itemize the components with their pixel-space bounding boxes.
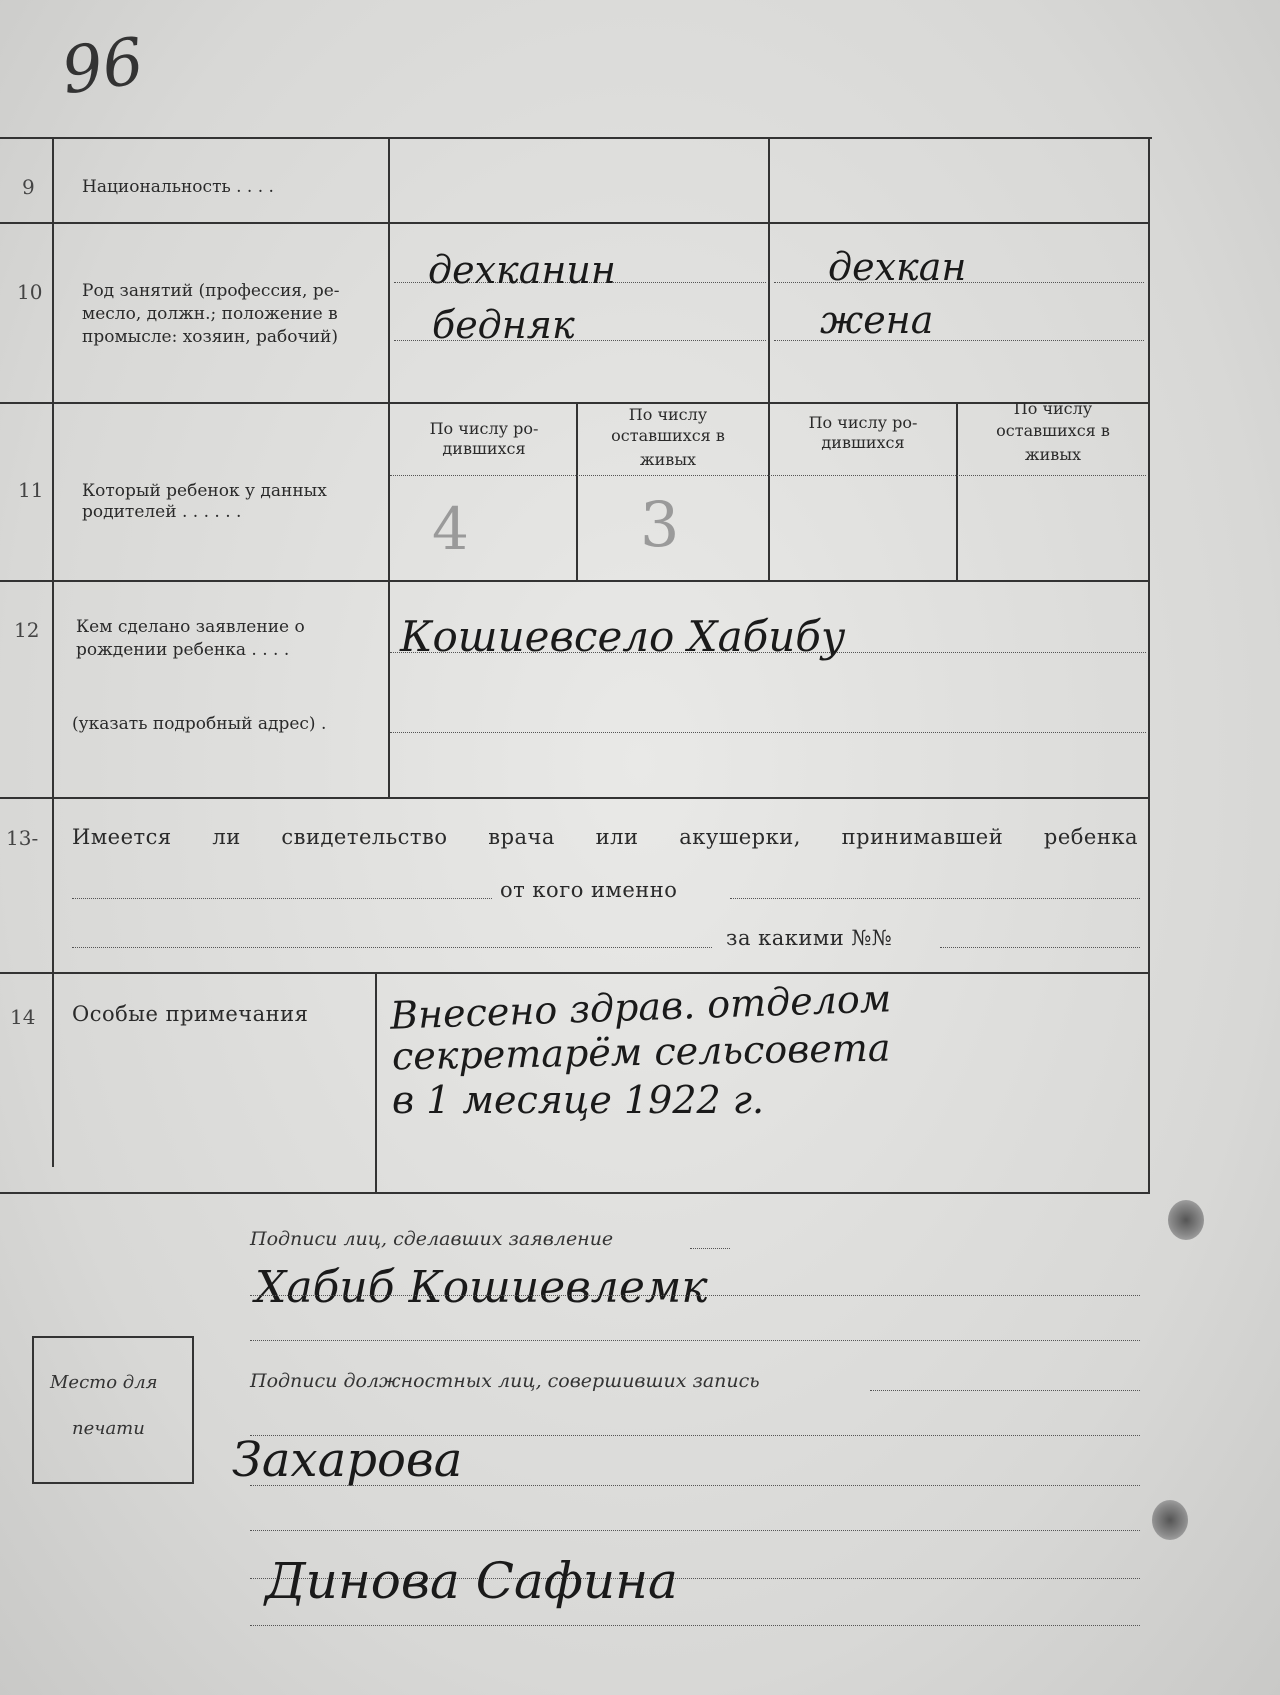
which-numbers-label: за какими №№ xyxy=(726,926,893,950)
col3-header-1: По числу ро- xyxy=(808,413,918,432)
from-whom-label: от кого именно xyxy=(500,878,678,902)
table-top-border xyxy=(0,137,1152,139)
child-order-label-2: родителей . . . . . . xyxy=(82,502,242,522)
right-border xyxy=(1148,137,1150,1193)
stamp-label-2: печати xyxy=(72,1418,145,1439)
divider-v-3 xyxy=(576,402,578,580)
left-margin-line xyxy=(52,137,54,1167)
divider-v-5 xyxy=(375,972,377,1192)
binder-hole-bottom xyxy=(1152,1500,1188,1540)
applicant-value: Кошиевсело Хабибу xyxy=(400,612,846,661)
col2-header-2: оставшихся в xyxy=(611,426,725,445)
children-born-value: 4 xyxy=(432,495,469,563)
nationality-label: Национальность . . . . xyxy=(82,177,274,197)
remarks-label: Особые примечания xyxy=(72,1002,309,1026)
col4-header-3: живых xyxy=(1024,445,1082,464)
remarks-note-3: в 1 месяце 1922 г. xyxy=(392,1078,765,1122)
stamp-label-1: Место для xyxy=(50,1372,158,1393)
row-9-bottom xyxy=(0,222,1150,224)
row-12-bottom xyxy=(0,797,1150,799)
divider-v-1 xyxy=(388,137,390,797)
row-11-bottom xyxy=(0,580,1150,582)
certificate-question: Имеется ли свидетельство врача или акушерки, принимавшей ребенка xyxy=(72,825,1138,849)
father-occupation-2: бедняк xyxy=(432,303,575,347)
divider-v-2 xyxy=(768,137,770,581)
sig-line-1 xyxy=(250,1295,1140,1296)
divider-v-4 xyxy=(956,402,958,580)
subheader-line xyxy=(390,475,1146,476)
children-alive-value: 3 xyxy=(640,488,680,561)
stamp-area xyxy=(32,1336,194,1484)
address-label: (указать подробный адрес) . xyxy=(72,714,327,734)
binder-hole-top xyxy=(1168,1200,1204,1240)
row-10-number: 10 xyxy=(17,280,43,304)
cert-line-1b xyxy=(730,898,1140,899)
child-order-label-1: Который ребенок у данных xyxy=(82,481,327,501)
col4-header-1: По числу xyxy=(1013,399,1093,418)
row-12-number: 12 xyxy=(14,618,40,642)
row-11-number: 11 xyxy=(18,478,44,502)
row-14-number: 14 xyxy=(10,1005,36,1029)
applicant-label-2: рождении ребенка . . . . xyxy=(76,640,290,660)
row-13-number: 13- xyxy=(6,826,39,850)
sig-line-8 xyxy=(250,1625,1140,1626)
mother-occupation-1: дехкан xyxy=(828,245,967,289)
cert-line-1a xyxy=(72,898,492,899)
cert-line-2a xyxy=(72,947,712,948)
remarks-note-1: Внесено здрав. отделом xyxy=(389,976,892,1038)
father-occupation-1: дехканин xyxy=(428,248,616,292)
row-13-bottom xyxy=(0,972,1150,974)
sig-line-2 xyxy=(250,1340,1140,1341)
official-signature-1: Захарова xyxy=(232,1432,463,1488)
col4-header-2: оставшихся в xyxy=(996,421,1110,440)
occupation-label-1: Род занятий (профессия, ре- xyxy=(82,281,340,301)
applicant-label-1: Кем сделано заявление о xyxy=(76,617,305,637)
official-signature-2: Динова Сафина xyxy=(265,1552,678,1610)
col1-header-2: дившихся xyxy=(442,439,526,458)
applicant-line-2 xyxy=(390,732,1146,733)
applicants-signature: Хабиб Кошиевлемк xyxy=(255,1262,708,1313)
occupation-label-3: промысле: хозяин, рабочий) xyxy=(82,327,339,347)
sig-line-6 xyxy=(250,1530,1140,1531)
col2-header-1: По числу xyxy=(628,405,708,424)
row-9-number: 9 xyxy=(22,175,35,199)
sig-line-0 xyxy=(690,1248,730,1249)
col3-header-2: дившихся xyxy=(821,433,905,452)
page-number: 96 xyxy=(57,24,149,110)
applicants-signature-label: Подписи лиц, сделавших заявление xyxy=(250,1228,614,1250)
sig-line-5 xyxy=(250,1485,1140,1486)
occupation-label-2: месло, должн.; положение в xyxy=(82,304,338,324)
mother-occupation-2: жена xyxy=(820,298,934,342)
officials-signature-label: Подписи должностных лиц, совершивших запись xyxy=(250,1370,760,1392)
cert-line-2b xyxy=(940,947,1140,948)
col2-header-3: живых xyxy=(639,450,697,469)
row-14-bottom xyxy=(0,1192,1150,1194)
remarks-note-2: секретарём сельсовета xyxy=(391,1025,891,1079)
sig-line-3 xyxy=(870,1390,1140,1391)
col1-header-1: По числу ро- xyxy=(429,419,539,438)
